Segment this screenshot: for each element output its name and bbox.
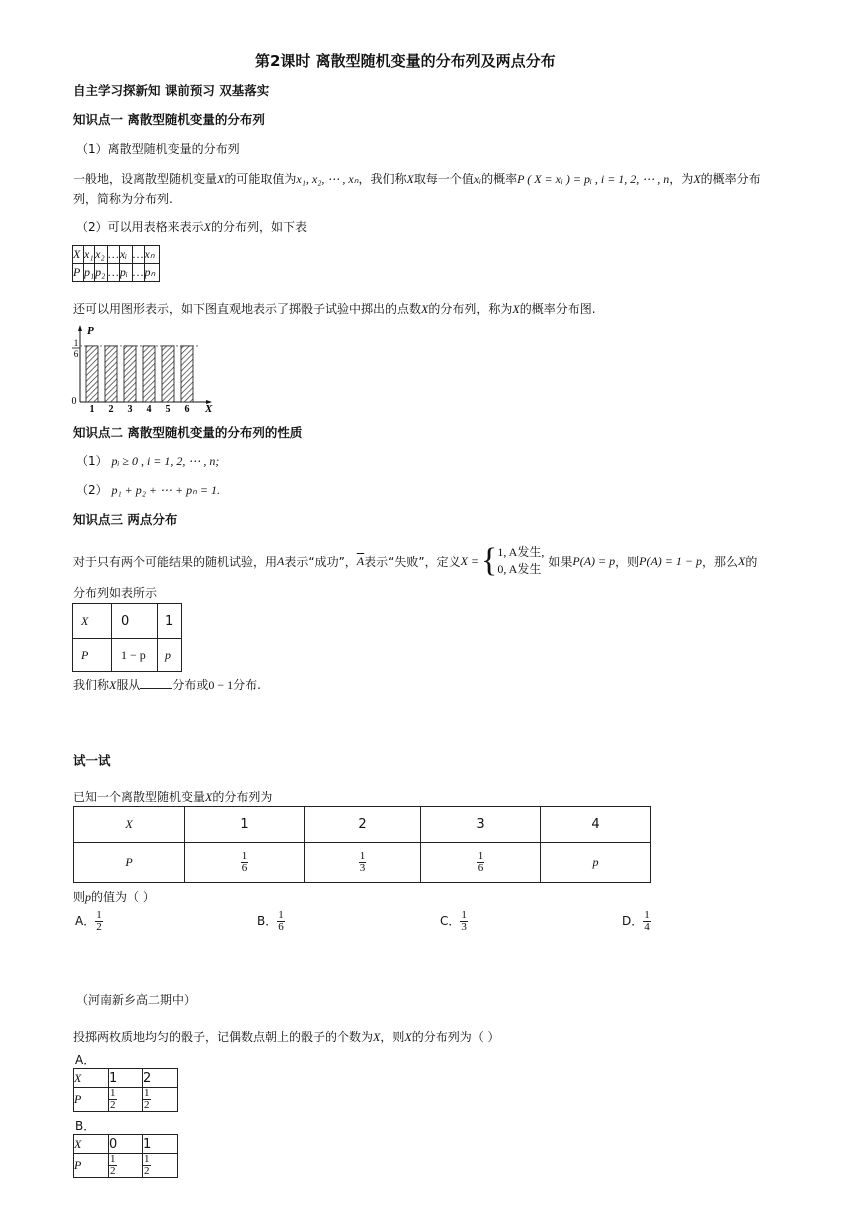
kp3-conclusion: 我们称X服从 分布或0 − 1分布.	[73, 678, 261, 692]
table-cell: P	[73, 639, 112, 672]
table-cell: p	[541, 843, 651, 883]
q1-stem: 已知一个离散型随机变量X的分布列为	[73, 790, 273, 804]
bar-6	[181, 346, 193, 402]
kp1-paragraph-line2: 列，简称为分布列.	[73, 192, 173, 206]
table-cell: …	[132, 246, 144, 264]
kp3-definition: 对于只有两个可能结果的随机试验，用 A 表示“成功”， $\overline{A}$ 表示“失败”，定义 X = { 1, A发生, 0, A发生 如果 P(A) = p ，则 P(A) = 1 − p ，那么 X 的	[73, 542, 758, 579]
kp1-paragraph: 一般地，设离散型随机变量X的可能取值为x₁, x₂, ⋯ , xₙ，我们称X取每一个值xᵢ的概率P ( X = xᵢ ) = pᵢ , i = 1, 2, ⋯ , n，为X的概率分布	[73, 172, 761, 186]
table-cell: 1	[158, 604, 182, 639]
graph-intro: 还可以用图形表示，如下图直观地表示了掷骰子试验中掷出的点数X的分布列，称为X的概率分布图.	[73, 302, 596, 316]
bar-1	[86, 346, 98, 402]
table-cell: X	[73, 604, 112, 639]
table-cell: xᵢ	[119, 246, 132, 264]
page-title: 第2课时 离散型随机变量的分布列及两点分布	[255, 52, 556, 70]
x-tick-label: 6	[184, 404, 190, 414]
kp2-heading: 知识点二 离散型随机变量的分布列的性质	[73, 425, 303, 440]
fraction: $\frac{1}{6}$	[241, 850, 248, 874]
x-tick-label: 3	[127, 404, 133, 414]
q1-option-d[interactable]: D． $\frac{1}{4}$	[622, 909, 650, 933]
table-cell: p₁	[84, 264, 95, 282]
bar-5	[162, 346, 174, 402]
brace-icon: {	[481, 542, 498, 579]
table-cell: $\frac{1}{2}$	[109, 1088, 143, 1112]
kp2-property-2: （2） p₁ + p₂ + ⋯ + pₙ = 1.	[76, 483, 220, 497]
section-header: 自主学习探新知 课前预习 双基落实	[73, 83, 270, 98]
fraction: $\frac{1}{6}$	[477, 850, 484, 874]
table-cell	[185, 843, 305, 883]
q1-ask: 则p的值为（ ）	[73, 890, 155, 904]
x-tick-label: 4	[146, 404, 152, 414]
q1-table	[73, 806, 651, 883]
table-cell: …	[108, 264, 120, 282]
table-cell: P	[74, 843, 185, 883]
q2-option-b-table[interactable]	[73, 1134, 178, 1178]
y-axis-label: P	[87, 325, 94, 337]
q2-option-a-table[interactable]	[73, 1068, 178, 1112]
table-cell: X	[74, 1135, 109, 1154]
table-cell: 0	[109, 1135, 143, 1154]
table-cell: 2	[305, 807, 421, 843]
table-cell: pᵢ	[119, 264, 132, 282]
table-cell	[421, 843, 541, 883]
table-cell: P	[74, 1088, 109, 1112]
q1-option-a[interactable]: A． $\frac{1}{2}$	[75, 909, 102, 933]
table-cell: 4	[541, 807, 651, 843]
try-heading: 试一试	[73, 753, 111, 768]
x-tick-label: 2	[108, 404, 114, 414]
x-tick-label: 1	[89, 404, 95, 414]
kp3-heading: 知识点三 两点分布	[73, 512, 178, 527]
kp3-line2: 分布列如表所示	[73, 586, 158, 600]
y-tick-num: 1	[73, 338, 79, 348]
table-cell: 1	[185, 807, 305, 843]
table-cell: …	[108, 246, 120, 264]
kp2-property-1: （1） pᵢ ≥ 0 , i = 1, 2, ⋯ , n;	[76, 454, 220, 468]
kp1-heading: 知识点一 离散型随机变量的分布列	[73, 112, 265, 127]
table-cell: 3	[421, 807, 541, 843]
table-cell: p	[158, 639, 182, 672]
y-tick-den: 6	[73, 349, 79, 359]
table-cell: 1	[143, 1135, 178, 1154]
bar-4	[143, 346, 155, 402]
table-cell: 0	[112, 604, 158, 639]
x-axis-label: X	[205, 403, 213, 414]
kp1-sub1: （1）离散型随机变量的分布列	[76, 142, 240, 156]
fraction: $\frac{1}{3}$	[359, 850, 366, 874]
y-axis-arrow	[78, 325, 82, 331]
table-cell: x₁	[84, 246, 95, 264]
bar-3	[124, 346, 136, 402]
table-cell: X	[73, 246, 84, 264]
q2-option-b-label[interactable]: B．	[75, 1119, 96, 1133]
kp1-sub2: （2）可以用表格来表示X的分布列，如下表	[76, 220, 307, 234]
table-cell: X	[74, 1069, 109, 1088]
table-cell: …	[132, 264, 144, 282]
table-cell	[305, 843, 421, 883]
table-cell: 1	[109, 1069, 143, 1088]
q2-stem: 投掷两枚质地均匀的骰子，记偶数点朝上的骰子的个数为X，则X的分布列为（ ）	[73, 1030, 500, 1044]
table-cell: $\frac{1}{2}$	[143, 1154, 178, 1178]
table-cell: xₙ	[144, 246, 159, 264]
table-cell: pₙ	[144, 264, 159, 282]
q1-option-c[interactable]: C． $\frac{1}{3}$	[440, 909, 467, 933]
table-cell: X	[74, 807, 185, 843]
table-cell: P	[73, 264, 84, 282]
table-cell: 2	[143, 1069, 178, 1088]
kp3-table	[72, 603, 182, 672]
table-cell: $\frac{1}{2}$	[143, 1088, 178, 1112]
table-cell: $\frac{1}{2}$	[109, 1154, 143, 1178]
table-cell: p₂	[95, 264, 108, 282]
probability-distribution-chart	[60, 322, 230, 414]
q1-option-b[interactable]: B． $\frac{1}{6}$	[257, 909, 284, 933]
q2-option-a-label[interactable]: A．	[75, 1053, 96, 1067]
table-cell: P	[74, 1154, 109, 1178]
kp1-table	[72, 245, 160, 282]
origin-label: 0	[71, 396, 77, 407]
bar-2	[105, 346, 117, 402]
fill-blank[interactable]	[140, 678, 172, 689]
table-cell: 1 − p	[112, 639, 158, 672]
q2-source: （河南新乡高二期中）	[76, 993, 197, 1007]
table-cell: x₂	[95, 246, 108, 264]
x-tick-label: 5	[165, 404, 171, 414]
